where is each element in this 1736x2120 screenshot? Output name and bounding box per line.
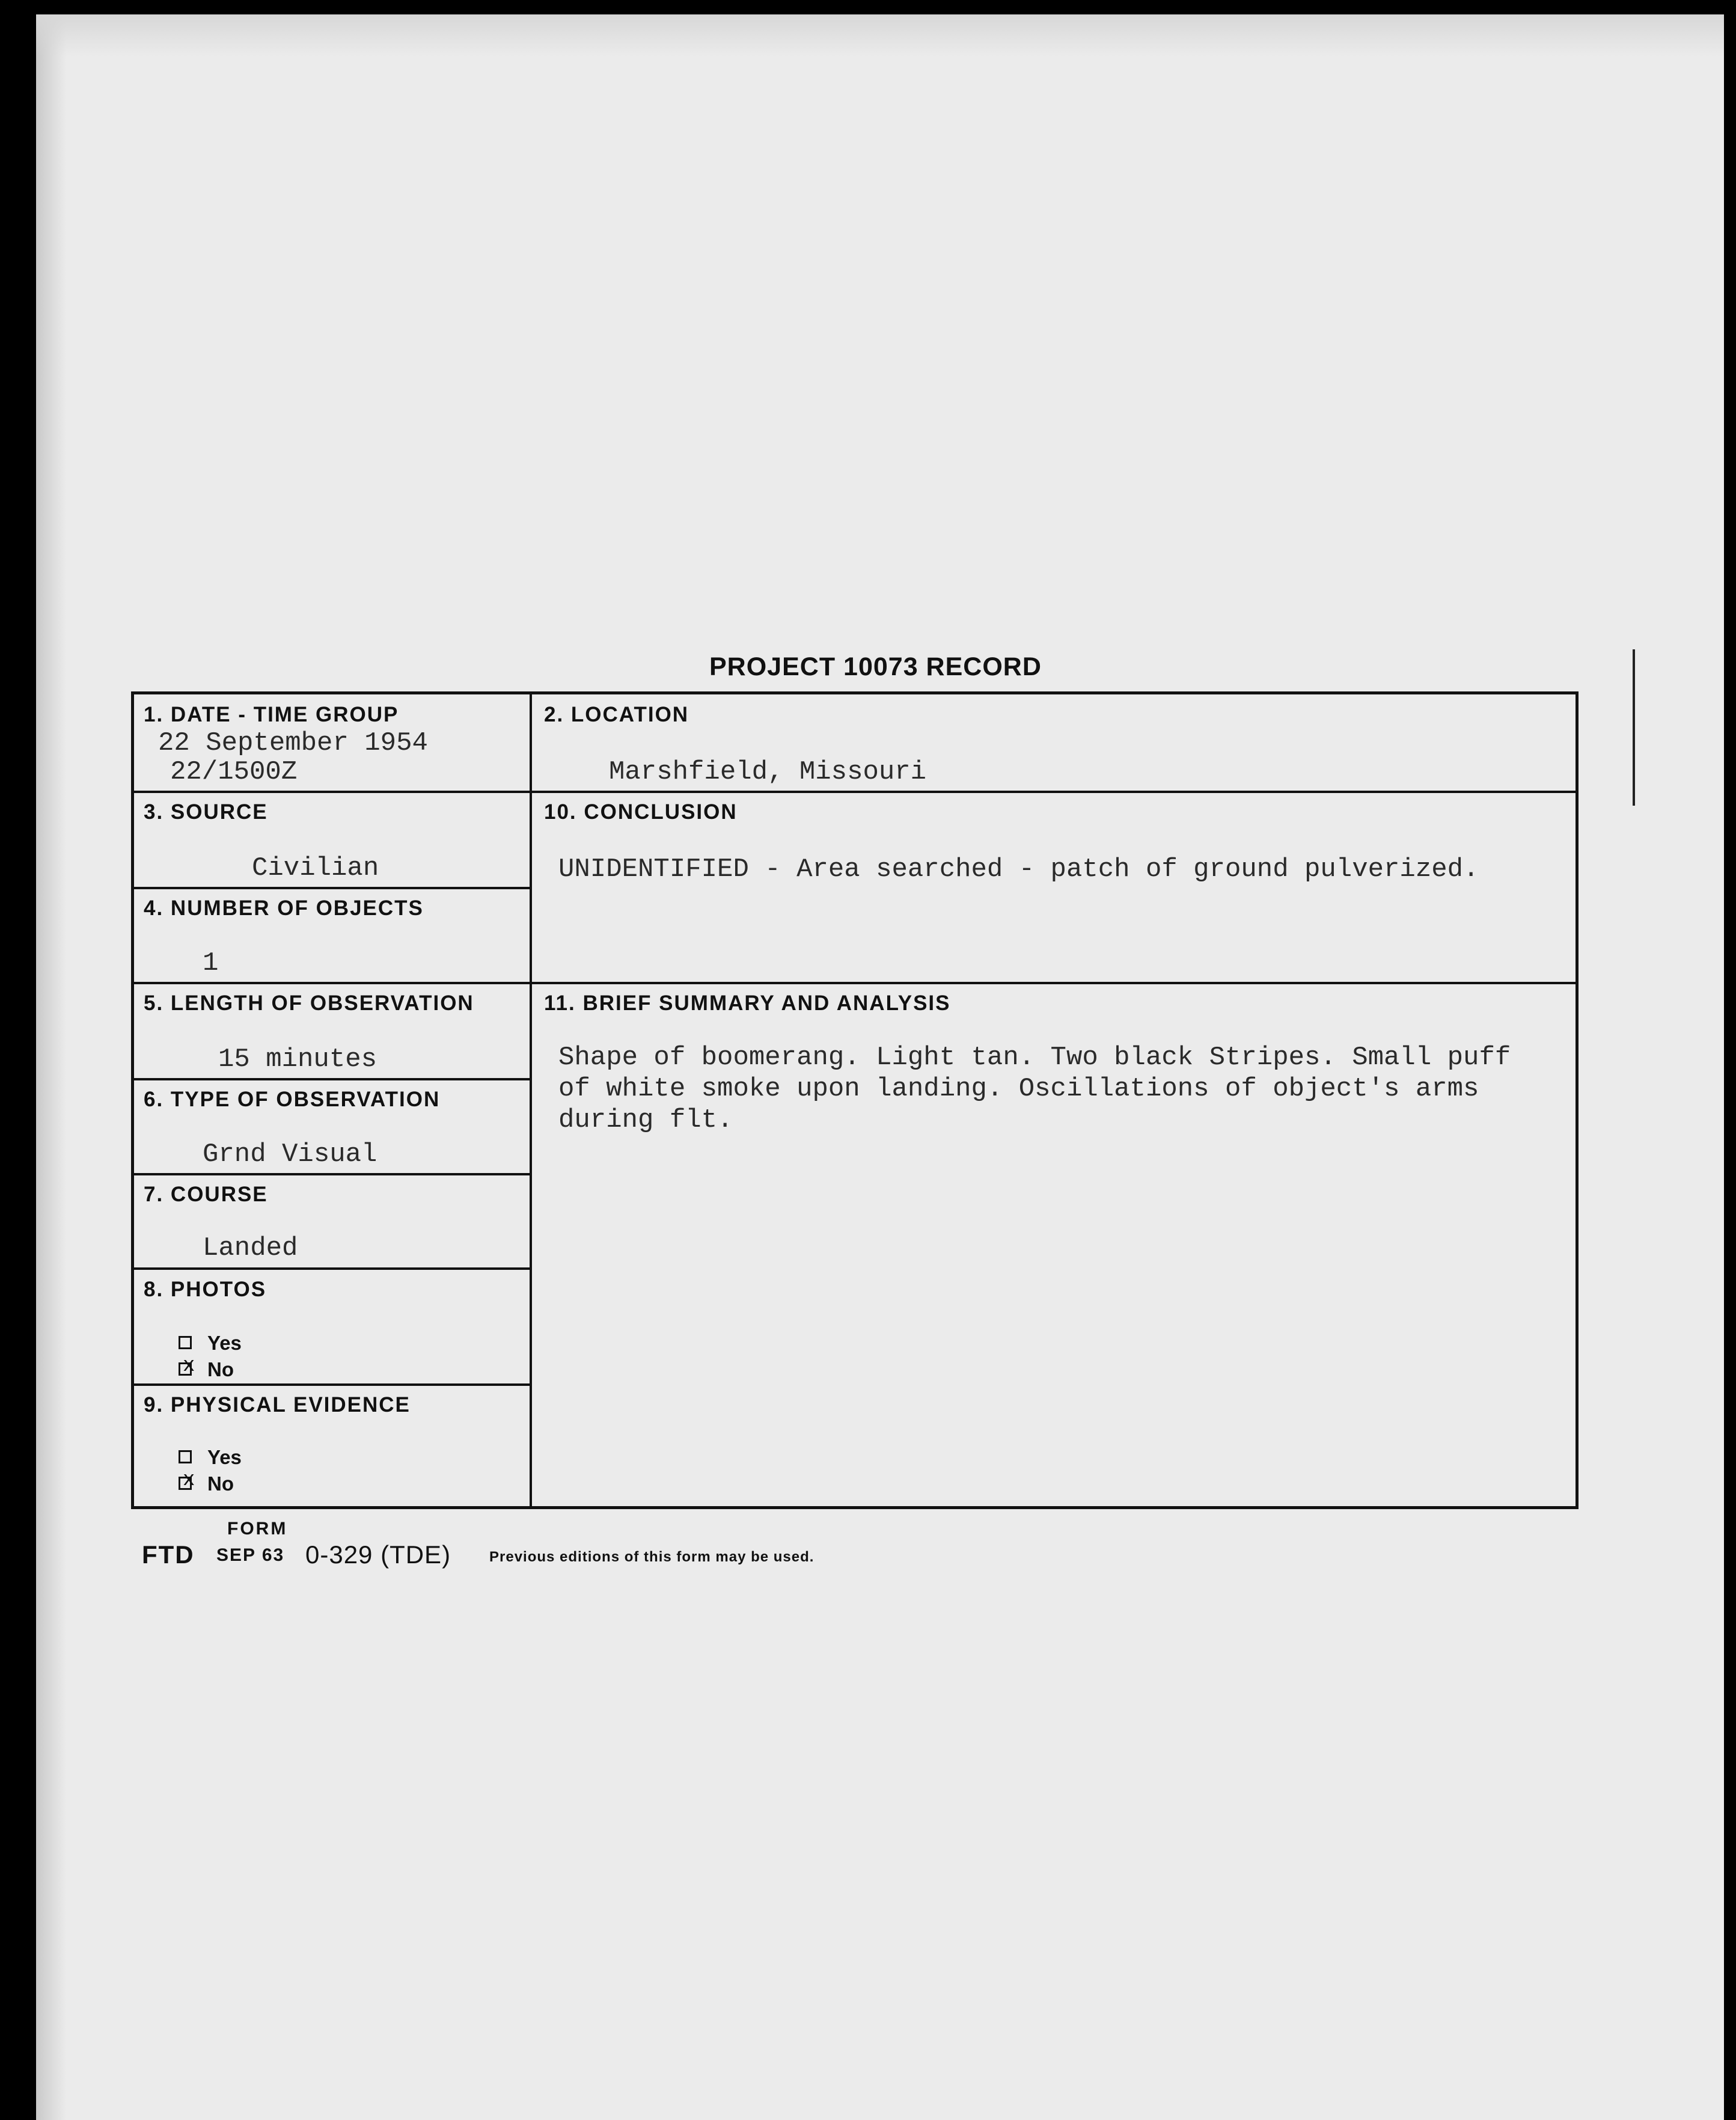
length-of-observation-value: 15 minutes [218,1044,377,1074]
summary-line: Shape of boomerang. Light tan. Two black Stripes. Small puff [558,1043,1511,1073]
number-of-objects-value: 1 [203,948,219,978]
record-form [131,691,1579,1509]
length-of-observation-label: 5. LENGTH OF OBSERVATION [144,991,474,1015]
form-title: PROJECT 10073 RECORD [709,652,1042,681]
summary-line: of white smoke upon landing. Oscillations of object's arms [558,1074,1479,1104]
checkbox-empty-icon [179,1336,192,1349]
summary-label: 11. BRIEF SUMMARY AND ANALYSIS [544,991,951,1015]
row-divider [134,1078,531,1080]
date-value: 22 September 1954 [158,728,428,758]
source-value: Civilian [252,853,379,883]
course-label: 7. COURSE [144,1183,268,1206]
checkbox-checked-icon [179,1362,192,1376]
photos-no-option[interactable]: xNo [179,1358,234,1381]
date-time-group-label: 1. DATE - TIME GROUP [144,703,399,726]
row-divider [134,1173,531,1175]
footer-note: Previous editions of this form may be used. [489,1549,815,1565]
page-edge-shadow [36,14,66,2120]
checkbox-checked-icon [179,1477,192,1490]
summary-text [558,1042,1511,1136]
physical-evidence-label: 9. PHYSICAL EVIDENCE [144,1393,411,1417]
row-divider [134,791,1577,793]
physical-evidence-yes-option[interactable]: Yes [179,1446,242,1469]
location-value: Marshfield, Missouri [609,757,927,787]
type-of-observation-value: Grnd Visual [203,1139,377,1169]
page-top-shadow [36,14,1724,57]
summary-line: during flt. [558,1105,733,1135]
photos-label: 8. PHOTOS [144,1278,267,1301]
row-divider [134,887,531,889]
footer-date-code: SEP 63 [216,1545,285,1565]
time-value: 22/1500Z [170,757,298,787]
conclusion-label: 10. CONCLUSION [544,800,738,824]
footer-ftd: FTD [142,1540,195,1569]
location-label: 2. LOCATION [544,703,689,726]
course-value: Landed [203,1233,298,1263]
row-divider [134,1383,531,1386]
type-of-observation-label: 6. TYPE OF OBSERVATION [144,1088,441,1111]
checkbox-empty-icon [179,1450,192,1463]
footer-form-word: FORM [227,1519,288,1539]
photos-yes-option[interactable]: Yes [179,1332,242,1355]
conclusion-value: UNIDENTIFIED - Area searched - patch of ground pulverized. [558,854,1479,884]
scan-margin-line [1633,649,1635,806]
footer-form-number: 0-329 (TDE) [305,1540,451,1569]
row-divider [134,982,1577,984]
row-divider [134,1267,531,1270]
source-label: 3. SOURCE [144,800,268,824]
physical-evidence-no-option[interactable]: xNo [179,1472,234,1495]
number-of-objects-label: 4. NUMBER OF OBJECTS [144,896,424,920]
